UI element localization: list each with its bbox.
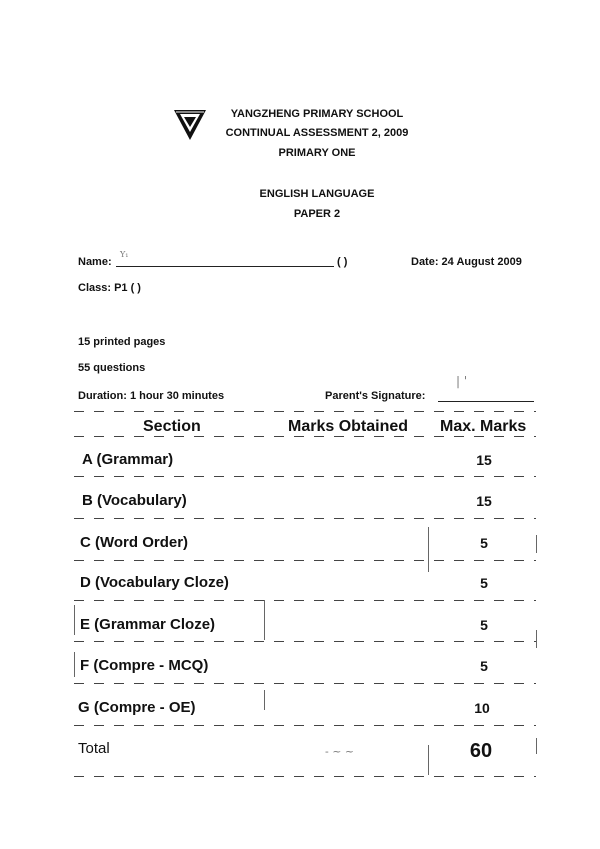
table-edge <box>74 605 75 635</box>
header-section: Section <box>143 418 201 435</box>
printed-pages: 15 printed pages <box>78 336 166 348</box>
school-name: YANGZHENG PRIMARY SCHOOL <box>230 108 404 120</box>
name-label: Name: <box>78 256 112 268</box>
max-marks-g: 10 <box>474 700 490 716</box>
column-divider <box>428 527 429 572</box>
section-row-d: D (Vocabulary Cloze) <box>80 574 229 591</box>
name-index-paren: ( ) <box>337 256 348 268</box>
name-handwriting: Y₁ <box>120 250 129 259</box>
section-row-e: E (Grammar Cloze) <box>80 616 216 633</box>
section-row-b: B (Vocabulary) <box>82 492 187 509</box>
section-row-f: F (Compre - MCQ) <box>80 657 209 674</box>
table-edge <box>536 738 537 754</box>
table-edge <box>536 535 537 553</box>
signature-handwriting: | ' <box>456 374 468 388</box>
total-max-marks: 60 <box>469 740 493 762</box>
row-divider <box>74 641 536 642</box>
header-marks-obtained: Marks Obtained <box>288 418 409 435</box>
max-marks-f: 5 <box>480 658 488 674</box>
table-edge <box>536 630 537 648</box>
total-handwriting: - ~ ~ <box>325 745 355 758</box>
row-divider <box>74 725 536 726</box>
table-edge <box>74 652 75 677</box>
assessment-title: CONTINUAL ASSESSMENT 2, 2009 <box>225 127 409 139</box>
section-row-g: G (Compre - OE) <box>78 699 196 716</box>
max-marks-c: 5 <box>480 535 488 551</box>
max-marks-e: 5 <box>480 617 488 633</box>
date-label: Date: 24 August 2009 <box>411 256 522 268</box>
section-row-c: C (Word Order) <box>80 534 189 551</box>
row-divider <box>74 476 536 477</box>
table-border-bottom <box>74 776 536 777</box>
max-marks-d: 5 <box>480 575 488 591</box>
max-marks-b: 15 <box>476 493 492 509</box>
duration: Duration: 1 hour 30 minutes <box>78 390 225 402</box>
signature-label: Parent's Signature: <box>325 390 426 402</box>
section-row-a: A (Grammar) <box>82 451 174 468</box>
max-marks-a: 15 <box>476 452 492 468</box>
name-field[interactable] <box>116 250 334 267</box>
total-label: Total <box>78 740 110 757</box>
subject-title: ENGLISH LANGUAGE <box>259 188 375 200</box>
class-label: Class: P1 ( ) <box>78 282 141 294</box>
table-header-divider <box>74 436 536 437</box>
paper-title: PAPER 2 <box>293 208 341 220</box>
row-divider <box>74 600 536 601</box>
column-divider <box>264 690 265 710</box>
total-marks-field[interactable] <box>300 735 390 765</box>
column-divider <box>428 745 429 775</box>
header-max-marks: Max. Marks <box>440 418 527 435</box>
signature-field[interactable] <box>438 374 534 402</box>
row-divider <box>74 560 536 561</box>
table-border-top <box>74 411 536 412</box>
question-count: 55 questions <box>78 362 146 374</box>
row-divider <box>74 683 536 684</box>
level-title: PRIMARY ONE <box>278 147 356 159</box>
column-divider <box>264 600 265 640</box>
row-divider <box>74 518 536 519</box>
